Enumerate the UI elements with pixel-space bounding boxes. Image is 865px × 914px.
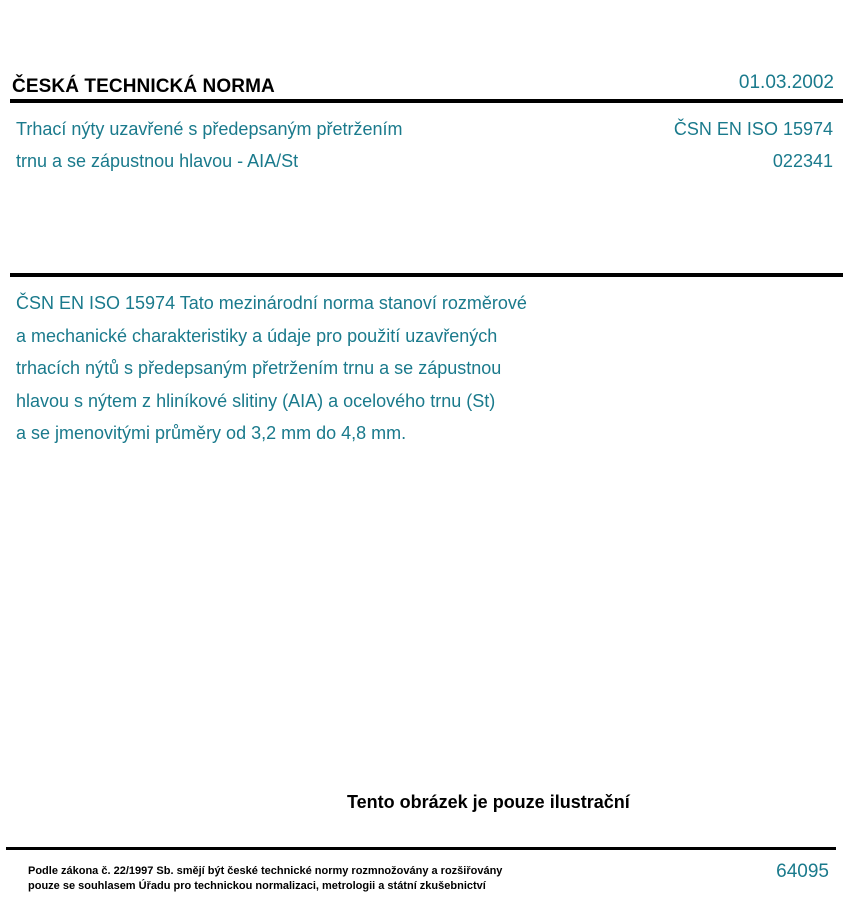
top-divider — [10, 99, 843, 103]
issue-date: 01.03.2002 — [738, 72, 834, 93]
legal-notice — [28, 864, 502, 894]
document-type-heading: ČESKÁ TECHNICKÁ NORMA — [12, 76, 275, 97]
abstract-line: trhacích nýtů s předepsaným přetržením trnu a se zápustnou — [16, 358, 502, 378]
classification-code: 022341 — [772, 151, 833, 171]
abstract-line: ČSN EN ISO 15974 Tato mezinárodní norma stanoví rozměrové — [16, 293, 527, 313]
bottom-divider — [6, 847, 836, 850]
middle-divider — [10, 273, 843, 277]
catalog-number: 64095 — [776, 861, 829, 882]
legal-line: Podle zákona č. 22/1997 Sb. smějí být české technické normy rozmnožovány a rozšiřovány — [28, 865, 503, 877]
abstract-line: a mechanické charakteristiky a údaje pro použití uzavřených — [16, 325, 498, 346]
standard-title-line-2: trnu a se zápustnou hlavou - AIA/St — [16, 151, 299, 171]
illustrative-notice: Tento obrázek je pouze ilustrační — [347, 792, 630, 812]
abstract-line: a se jmenovitými průměry od 3,2 mm do 4,8 mm. — [16, 423, 407, 443]
standard-code: ČSN EN ISO 15974 — [673, 119, 833, 139]
legal-line: pouze se souhlasem Úřadu pro technickou normalizaci, metrologii a státní zkušebnictví — [28, 880, 486, 892]
abstract-line: hlavou s nýtem z hliníkové slitiny (AIA) a ocelového trnu (St) — [16, 390, 496, 411]
abstract — [16, 287, 656, 450]
standard-title-line-1: Trhací nýty uzavřené s předepsaným přetržením — [16, 119, 403, 139]
